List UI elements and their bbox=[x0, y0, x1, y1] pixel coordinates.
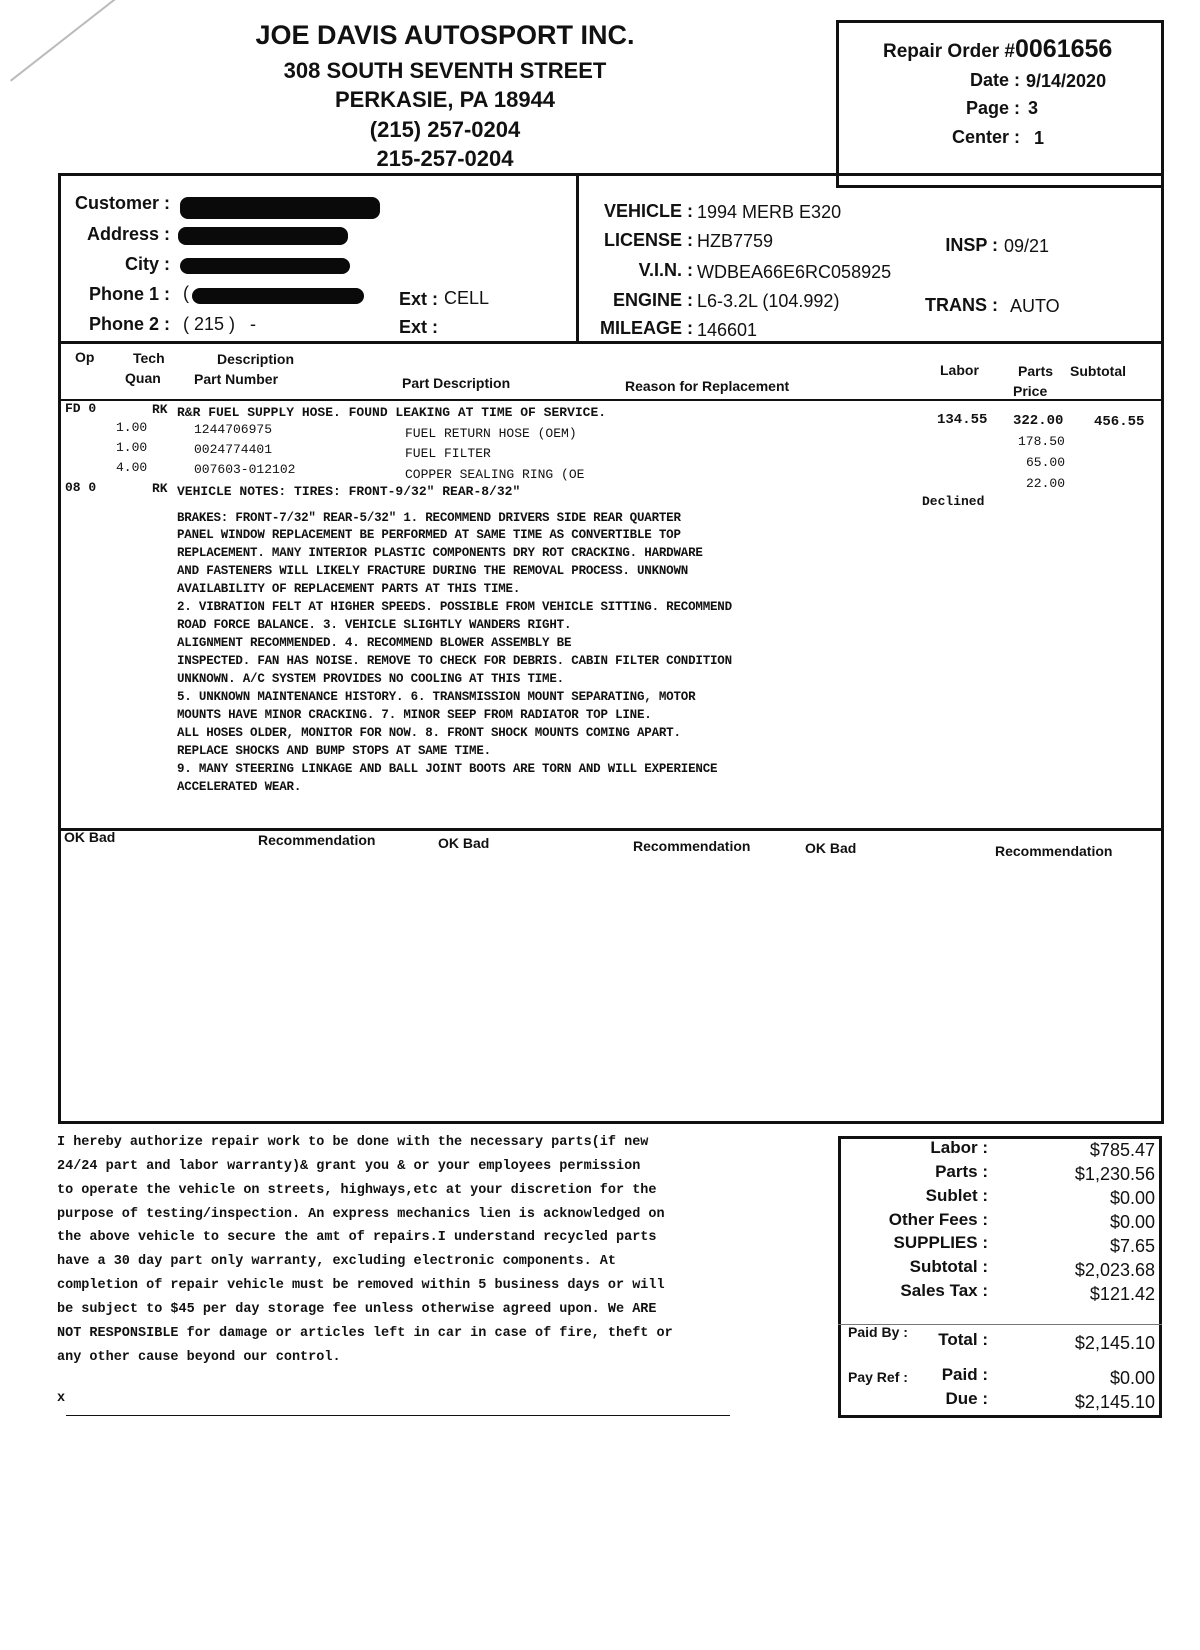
auth-line-1: I hereby authorize repair work to be done with the necessary parts(if new bbox=[57, 1135, 649, 1150]
col-subtotal: Subtotal bbox=[1070, 363, 1126, 379]
note-line-10: UNKNOWN. A/C SYSTEM PROVIDES NO COOLING AT THIS TIME. bbox=[177, 672, 564, 686]
auth-line-3: to operate the vehicle on streets, highways,etc at your discretion for the bbox=[57, 1183, 657, 1198]
auth-line-10: any other cause beyond our control. bbox=[57, 1350, 341, 1365]
company-phone: (215) 257-0204 bbox=[369, 117, 521, 142]
date-value: 9/14/2020 bbox=[1026, 71, 1107, 91]
line1-description: R&R FUEL SUPPLY HOSE. FOUND LEAKING AT TIME OF SERVICE. bbox=[177, 405, 607, 420]
vin-label: V.I.N. : bbox=[638, 260, 693, 280]
line1-subtotal: 456.55 bbox=[1094, 414, 1145, 430]
page-value: 3 bbox=[1028, 98, 1039, 118]
ext1-label: Ext : bbox=[398, 289, 438, 309]
line1-op: FD 0 bbox=[65, 401, 97, 416]
city-redaction bbox=[180, 258, 350, 274]
mileage-value: 146601 bbox=[697, 320, 758, 340]
trans-value: AUTO bbox=[1010, 296, 1060, 316]
labor-total-value: $785.47 bbox=[1089, 1140, 1155, 1160]
note-line-14: REPLACE SHOCKS AND BUMP STOPS AT SAME TIME. bbox=[177, 744, 491, 758]
col-op: Op bbox=[75, 349, 95, 365]
note-line-16: ACCELERATED WEAR. bbox=[177, 780, 302, 794]
parts-total-label: Parts : bbox=[935, 1162, 988, 1181]
line2-op: 08 0 bbox=[65, 480, 97, 495]
paid-by-label: Paid By : bbox=[848, 1324, 908, 1340]
company-city: PERKASIE, PA 18944 bbox=[334, 87, 556, 112]
subtotal-value: $2,023.68 bbox=[1074, 1260, 1155, 1280]
center-value: 1 bbox=[1034, 128, 1045, 148]
col-description: Description bbox=[217, 351, 295, 367]
phone2-value: ( 215 ) - bbox=[183, 314, 257, 334]
note-line-4: AND FASTENERS WILL LIKELY FRACTURE DURING THE REMOVAL PROCESS. UNKNOWN bbox=[177, 564, 689, 578]
okbad-header-3: OK Bad bbox=[805, 840, 857, 856]
line2-description: VEHICLE NOTES: TIRES: FRONT-9/32" REAR-8/32" bbox=[177, 484, 521, 499]
date-label: Date : bbox=[969, 70, 1020, 90]
part3-price: 22.00 bbox=[1026, 476, 1066, 491]
vin-value: WDBEA66E6RC058925 bbox=[697, 262, 892, 282]
part2-price: 65.00 bbox=[1026, 455, 1066, 470]
supplies-label: SUPPLIES : bbox=[893, 1233, 988, 1252]
city-label: City : bbox=[125, 254, 170, 274]
okbad-header-1: OK Bad bbox=[64, 829, 116, 845]
part1-price: 178.50 bbox=[1018, 434, 1065, 449]
license-value: HZB7759 bbox=[697, 231, 774, 251]
phone1-label: Phone 1 : bbox=[88, 284, 170, 304]
insp-label: INSP : bbox=[945, 235, 998, 255]
col-parts: Parts bbox=[1018, 363, 1054, 379]
total-value: $2,145.10 bbox=[1074, 1333, 1155, 1353]
ext1-value: CELL bbox=[444, 288, 490, 308]
scan-streak bbox=[10, 0, 200, 82]
insp-value: 09/21 bbox=[1004, 236, 1050, 256]
part2-description: FUEL FILTER bbox=[405, 446, 491, 461]
repair-order-label: Repair Order # bbox=[883, 41, 1015, 62]
sales-tax-label: Sales Tax : bbox=[900, 1281, 988, 1300]
line2-declined: Declined bbox=[922, 494, 985, 509]
repair-order-number bbox=[883, 35, 1112, 64]
license-label: LICENSE : bbox=[603, 230, 693, 250]
auth-line-8: be subject to $45 per day storage fee unless otherwise agreed upon. We ARE bbox=[57, 1302, 657, 1317]
company-street: 308 SOUTH SEVENTH STREET bbox=[283, 58, 607, 83]
engine-value: L6-3.2L (104.992) bbox=[697, 291, 840, 311]
paid-label: Paid : bbox=[941, 1365, 988, 1384]
company-phone-alt: 215-257-0204 bbox=[376, 146, 514, 171]
note-line-7: ROAD FORCE BALANCE. 3. VEHICLE SLIGHTLY WANDERS RIGHT. bbox=[177, 618, 572, 632]
line1-tech: RK bbox=[152, 402, 168, 417]
company-name: JOE DAVIS AUTOSPORT INC. bbox=[255, 20, 635, 50]
note-line-12: MOUNTS HAVE MINOR CRACKING. 7. MINOR SEEP FROM RADIATOR TOP LINE. bbox=[177, 708, 652, 722]
address-redaction bbox=[178, 227, 348, 245]
subtotal-label: Subtotal : bbox=[909, 1257, 988, 1276]
trans-label: TRANS : bbox=[925, 295, 998, 315]
ext2-label: Ext : bbox=[398, 317, 438, 337]
auth-line-7: completion of repair vehicle must be removed within 5 business days or will bbox=[57, 1278, 665, 1293]
total-label: Total : bbox=[938, 1330, 988, 1349]
part2-qty: 1.00 bbox=[116, 440, 148, 455]
phone1-redaction bbox=[192, 288, 364, 304]
pay-ref-label: Pay Ref : bbox=[848, 1369, 908, 1385]
auth-line-9: NOT RESPONSIBLE for damage or articles left in car in case of fire, theft or bbox=[57, 1326, 673, 1341]
signature-mark: x bbox=[57, 1391, 66, 1406]
customer-name-redaction bbox=[180, 197, 380, 219]
col-price: Price bbox=[1013, 383, 1048, 399]
note-line-9: INSPECTED. FAN HAS NOISE. REMOVE TO CHECK FOR DEBRIS. CABIN FILTER CONDITION bbox=[177, 654, 732, 668]
okbad-header-2: OK Bad bbox=[438, 835, 490, 851]
repair-order-value: 0061656 bbox=[1015, 35, 1113, 63]
phone1-prefix: ( bbox=[183, 283, 189, 303]
note-line-1: BRAKES: FRONT-7/32" REAR-5/32" 1. RECOMMEND DRIVERS SIDE REAR QUARTER bbox=[177, 511, 681, 525]
note-line-5: AVAILABILITY OF REPLACEMENT PARTS AT THIS TIME. bbox=[177, 582, 521, 596]
mileage-label: MILEAGE : bbox=[600, 318, 693, 338]
part2-number: 0024774401 bbox=[194, 442, 273, 457]
auth-line-5: the above vehicle to secure the amt of repairs.I understand recycled parts bbox=[57, 1230, 657, 1245]
note-line-11: 5. UNKNOWN MAINTENANCE HISTORY. 6. TRANSMISSION MOUNT SEPARATING, MOTOR bbox=[177, 690, 696, 704]
labor-total-label: Labor : bbox=[930, 1138, 988, 1157]
due-value: $2,145.10 bbox=[1074, 1392, 1155, 1412]
col-reason: Reason for Replacement bbox=[625, 378, 790, 394]
note-line-3: REPLACEMENT. MANY INTERIOR PLASTIC COMPONENTS DRY ROT CRACKING. HARDWARE bbox=[177, 546, 703, 560]
auth-line-2: 24/24 part and labor warranty)& grant you & or your employees permission bbox=[57, 1159, 641, 1174]
col-part-description: Part Description bbox=[402, 375, 511, 391]
customer-section-bottom bbox=[58, 341, 1164, 344]
recommendation-header-2: Recommendation bbox=[633, 838, 751, 854]
customer-label: Customer : bbox=[74, 193, 170, 213]
note-line-15: 9. MANY STEERING LINKAGE AND BALL JOINT BOOTS ARE TORN AND WILL EXPERIENCE bbox=[177, 762, 718, 776]
signature-line bbox=[66, 1415, 730, 1416]
auth-line-4: purpose of testing/inspection. An express mechanics lien is acknowledged on bbox=[57, 1207, 665, 1222]
line2-tech: RK bbox=[152, 481, 168, 496]
address-label: Address : bbox=[86, 224, 170, 244]
center-label: Center : bbox=[951, 127, 1020, 147]
due-label: Due : bbox=[945, 1389, 988, 1408]
part3-number: 007603-012102 bbox=[194, 462, 296, 477]
note-line-2: PANEL WINDOW REPLACEMENT BE PERFORMED AT SAME TIME AS CONVERTIBLE TOP bbox=[177, 528, 681, 542]
recommendation-header-3: Recommendation bbox=[995, 843, 1113, 859]
note-line-6: 2. VIBRATION FELT AT HIGHER SPEEDS. POSSIBLE FROM VEHICLE SITTING. RECOMMEND bbox=[177, 600, 732, 614]
page-label: Page : bbox=[965, 98, 1020, 118]
part1-description: FUEL RETURN HOSE (OEM) bbox=[405, 426, 577, 441]
vehicle-value: 1994 MERB E320 bbox=[697, 202, 842, 222]
customer-vehicle-divider bbox=[576, 176, 579, 342]
col-labor: Labor bbox=[940, 362, 979, 378]
other-fees-value: $0.00 bbox=[1109, 1212, 1155, 1232]
part1-number: 1244706975 bbox=[194, 422, 273, 437]
vehicle-label: VEHICLE : bbox=[603, 201, 693, 221]
part3-qty: 4.00 bbox=[116, 460, 148, 475]
recommendation-header-1: Recommendation bbox=[258, 832, 376, 848]
supplies-value: $7.65 bbox=[1109, 1236, 1155, 1256]
phone2-label: Phone 2 : bbox=[88, 314, 170, 334]
part3-description: COPPER SEALING RING (OE bbox=[405, 467, 585, 482]
col-tech: Tech bbox=[133, 350, 165, 366]
col-quan: Quan bbox=[125, 370, 161, 386]
lines-section-bottom bbox=[58, 828, 1164, 831]
column-header-bottom bbox=[58, 399, 1164, 401]
line1-labor: 134.55 bbox=[937, 412, 988, 428]
paid-value: $0.00 bbox=[1109, 1368, 1155, 1388]
note-line-8: ALIGNMENT RECOMMENDED. 4. RECOMMEND BLOWER ASSEMBLY BE bbox=[177, 636, 572, 650]
col-part-number: Part Number bbox=[194, 371, 279, 387]
sales-tax-value: $121.42 bbox=[1089, 1284, 1155, 1304]
other-fees-label: Other Fees : bbox=[888, 1210, 988, 1229]
line1-parts: 322.00 bbox=[1013, 413, 1064, 429]
note-line-13: ALL HOSES OLDER, MONITOR FOR NOW. 8. FRONT SHOCK MOUNTS COMING APART. bbox=[177, 726, 681, 740]
engine-label: ENGINE : bbox=[612, 290, 693, 310]
part1-qty: 1.00 bbox=[116, 420, 148, 435]
sublet-value: $0.00 bbox=[1109, 1188, 1155, 1208]
parts-total-value: $1,230.56 bbox=[1074, 1164, 1155, 1184]
sublet-label: Sublet : bbox=[925, 1186, 988, 1205]
auth-line-6: have a 30 day part only warranty, excluding electronic components. At bbox=[57, 1254, 616, 1269]
